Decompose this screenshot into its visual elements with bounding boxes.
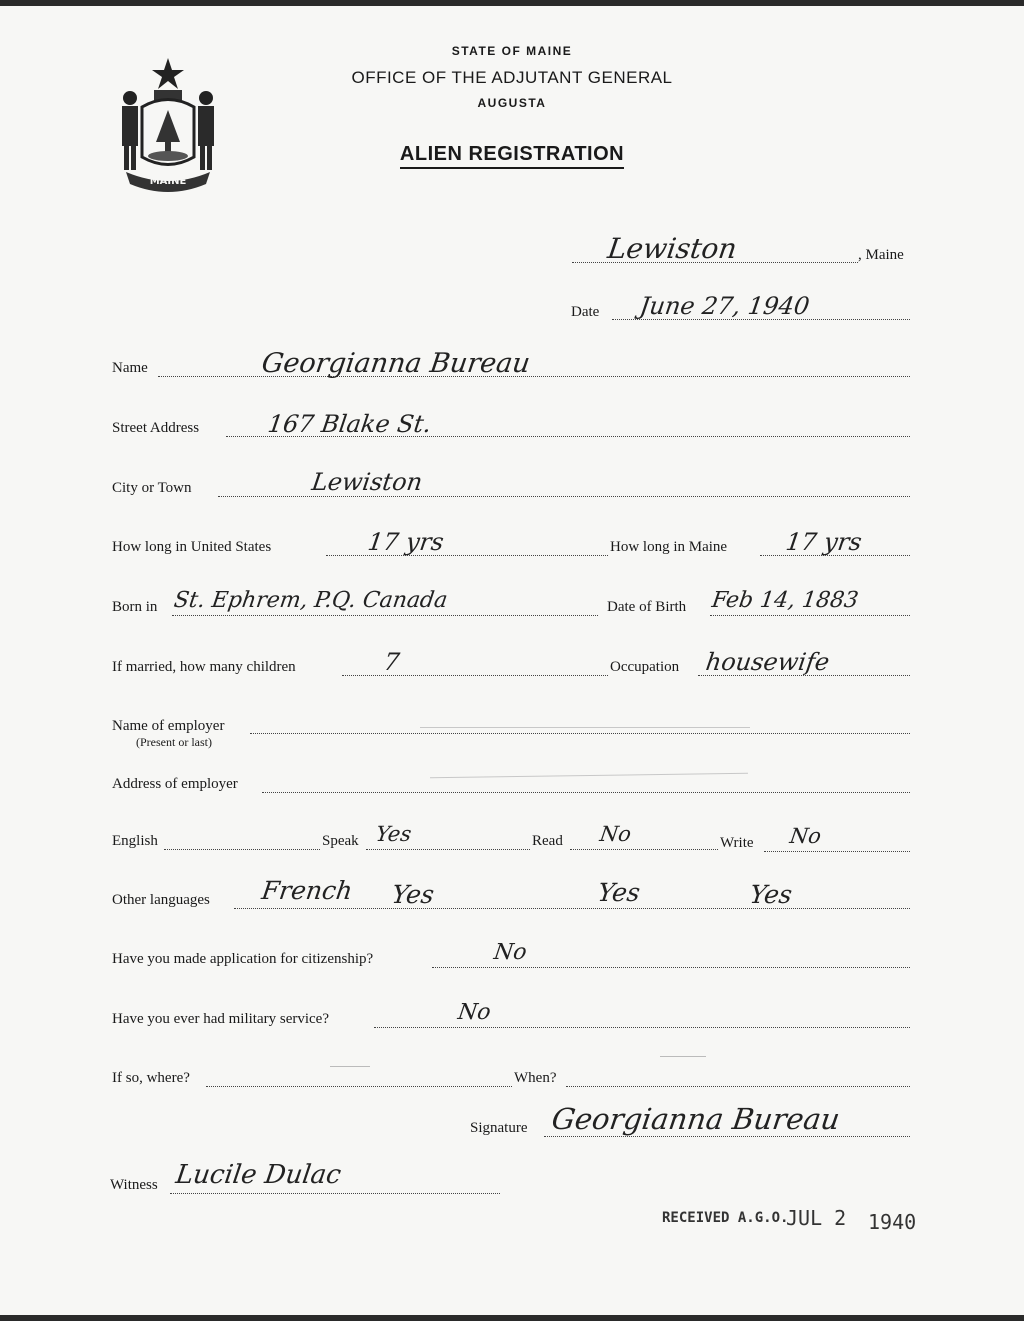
write-field-line	[764, 851, 910, 852]
citizenship-label: Have you made application for citizenship?	[112, 951, 374, 967]
english-read-value: No	[598, 822, 633, 846]
other-languages-field-line	[234, 908, 910, 909]
children-label: If married, how many children	[112, 659, 296, 675]
english-speak-value: Yes	[374, 822, 413, 846]
city-field-line	[218, 496, 910, 497]
witness-value: Lucile Dulac	[173, 1160, 343, 1190]
header-office: OFFICE OF THE ADJUTANT GENERAL	[351, 68, 673, 87]
date-value: June 27, 1940	[638, 292, 812, 320]
occupation-value: housewife	[704, 648, 832, 676]
other-language-value: French	[259, 876, 355, 905]
other-read-value: Yes	[595, 878, 643, 907]
town-value: Lewiston	[605, 232, 739, 265]
how-long-maine-value: 17 yrs	[784, 528, 864, 556]
english-field-line	[164, 849, 320, 850]
how-long-us-label: How long in United States	[112, 539, 272, 555]
witness-field-line	[170, 1193, 500, 1194]
maine-suffix: , Maine	[858, 247, 904, 263]
received-stamp-year: 1940	[868, 1210, 917, 1234]
when-field-line	[566, 1086, 910, 1087]
employer-address-dash	[430, 773, 748, 778]
name-value: Georgianna Bureau	[259, 348, 532, 379]
received-stamp-label: RECEIVED A.G.O.	[662, 1210, 789, 1226]
read-label: Read	[532, 833, 563, 849]
employer-name-note: (Present or last)	[136, 735, 212, 749]
speak-label: Speak	[322, 833, 359, 849]
city-value: Lewiston	[310, 468, 425, 496]
english-write-value: No	[788, 824, 823, 848]
employer-address-label: Address of employer	[112, 776, 238, 792]
scan-edge-bottom	[0, 1315, 1024, 1321]
occupation-label: Occupation	[610, 659, 680, 675]
employer-address-field-line	[262, 792, 910, 793]
if-so-where-dash	[330, 1066, 370, 1067]
date-label: Date	[571, 304, 600, 320]
speak-field-line	[366, 849, 530, 850]
other-write-value: Yes	[747, 880, 795, 909]
street-address-label: Street Address	[112, 420, 200, 436]
how-long-maine-label: How long in Maine	[610, 539, 728, 555]
citizenship-value: No	[492, 940, 529, 965]
date-of-birth-field-line	[710, 615, 910, 616]
english-label: English	[112, 833, 158, 849]
received-stamp-date: JUL 2	[786, 1206, 847, 1230]
born-in-label: Born in	[112, 599, 158, 615]
witness-label: Witness	[110, 1177, 158, 1193]
street-address-value: 167 Blake St.	[266, 410, 434, 438]
children-value: 7	[382, 648, 402, 676]
when-label: When?	[514, 1070, 557, 1086]
signature-label: Signature	[470, 1120, 528, 1136]
city-label: City or Town	[112, 480, 192, 496]
born-in-field-line	[172, 615, 598, 616]
when-dash	[660, 1056, 706, 1057]
name-label: Name	[112, 360, 148, 376]
military-value: No	[456, 1000, 493, 1025]
header-state: STATE OF MAINE	[451, 44, 573, 58]
signature-value: Georgianna Bureau	[549, 1102, 843, 1136]
if-so-where-label: If so, where?	[112, 1070, 190, 1086]
form-title-text: ALIEN REGISTRATION	[400, 143, 624, 169]
employer-name-field-line	[250, 733, 910, 734]
scan-edge-top	[0, 0, 1024, 6]
citizenship-field-line	[432, 967, 910, 968]
header-city: AUGUSTA	[477, 96, 547, 110]
military-field-line	[374, 1027, 910, 1028]
date-of-birth-label: Date of Birth	[607, 599, 687, 615]
other-speak-value: Yes	[389, 880, 437, 909]
read-field-line	[570, 849, 718, 850]
employer-name-dash	[420, 727, 750, 728]
seal-label: MAINE	[149, 176, 187, 187]
how-long-us-value: 17 yrs	[366, 528, 446, 556]
other-languages-label: Other languages	[112, 892, 210, 908]
employer-name-label: Name of employer	[112, 718, 225, 734]
born-in-value: St. Ephrem, P.Q. Canada	[172, 588, 450, 613]
date-of-birth-value: Feb 14, 1883	[710, 588, 860, 613]
write-label: Write	[720, 835, 754, 851]
military-label: Have you ever had military service?	[112, 1011, 329, 1027]
if-so-where-field-line	[206, 1086, 512, 1087]
signature-field-line	[544, 1136, 910, 1137]
form-title	[0, 143, 1024, 166]
